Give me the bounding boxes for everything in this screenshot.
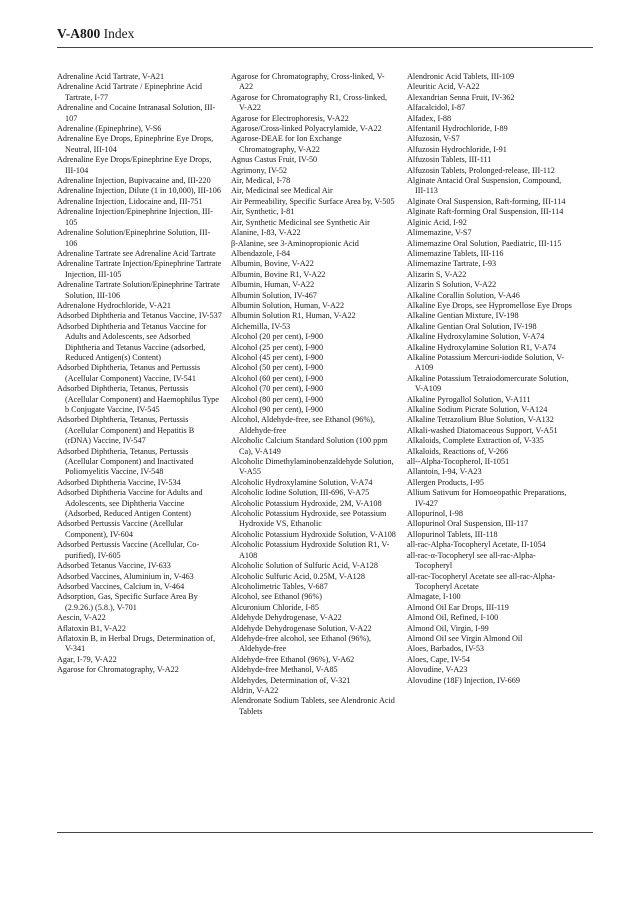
index-entry: Albumin, Bovine, V-A22 [231, 259, 314, 269]
index-entry: Adsorbed Vaccines, Calcium in, V-464 [57, 581, 185, 591]
index-entry: Alkaline Gentian Oral Solution, IV-198 [407, 321, 537, 331]
index-entry: Alcohol (50 per cent), I-900 [231, 363, 324, 373]
index-entry: Alkaline Tetrazolium Blue Solution, V-A132 [407, 415, 554, 425]
index-entry: Adsorbed Pertussis Vaccine (Acellular Component), IV-604 [57, 519, 184, 539]
index-entry: Aldehyde-free alcohol, see Ethanol (96%), Aldehyde-free [231, 633, 372, 654]
index-entry: Adrenaline Solution/Epinephrine Solution, III-106 [57, 228, 211, 248]
index-entry: Air Permeability, Specific Surface Area by, V-505 [231, 196, 395, 206]
index-entry: Alkaline Eye Drops, see Hypromellose Eye Drops [407, 300, 572, 310]
index-entry: all--Alpha-Tocopherol, II-1051 [407, 457, 510, 467]
index-entry: Agnus Castus Fruit, IV-50 [231, 155, 318, 165]
index-entry: Agarose for Chromatography, V-A22 [57, 665, 179, 675]
index-entry: Adrenaline Eye Drops/Epinephrine Eye Drops, III-104 [57, 155, 212, 175]
index-entry: Adsorbed Diphtheria, Tetanus, Pertussis (Acellular Component) and Haemophilus Type b Conjugate Vaccine, IV-545 [57, 384, 219, 414]
index-entry: Alcoholic Dimethylaminobenzaldehyde Solution, V-A55 [231, 457, 394, 477]
index-entry: Alfuzosin Hydrochloride, I-91 [407, 144, 507, 154]
index-entry: Alimemazine Tablets, III-116 [407, 248, 504, 258]
index-entry: Almagate, I-100 [407, 592, 461, 602]
index-entry: Allopurinol, I-98 [407, 509, 463, 519]
index-entry: Alizarin S Solution, V-A22 [407, 280, 497, 290]
index-entry: Alcohol (25 per cent), I-900 [231, 342, 324, 352]
index-entry: Alfadex, I-88 [407, 113, 452, 123]
index-entry: Alcoholic Potassium Hydroxide, see Potassium Hydroxide VS, Ethanolic [231, 509, 387, 529]
index-entry: Alkaline Sodium Picrate Solution, V-A124 [407, 405, 548, 414]
index-entry: Adsorbed Pertussis Vaccine (Acellular, Co-purified), IV-605 [57, 540, 200, 560]
index-entry: Albendazole, I-84 [231, 248, 291, 258]
index-entry: Agrimony, IV-52 [231, 165, 288, 175]
index-entry: Alcoholic Iodine Solution, III-696, V-A75 [231, 488, 370, 498]
index-column-1 [57, 72, 222, 676]
index-entry: Adsorbed Vaccines, Aluminium in, V-463 [57, 571, 194, 581]
index-entry: Almond Oil Ear Drops, III-119 [407, 602, 509, 612]
index-entry: Air, Medicinal see Medical Air [231, 186, 333, 196]
index-entry: Adrenaline Injection, Dilute (1 in 10,000), III-106 [57, 186, 221, 196]
index-entry: Agarose/Cross-linked Polyacrylamide, V-A22 [231, 124, 382, 134]
index-entry: Alcohol (45 per cent), I-900 [231, 352, 324, 362]
index-entry: Adrenalone Hydrochloride, V-A21 [57, 300, 171, 310]
index-entry: β-Alanine, see 3-Aminopropionic Acid [231, 238, 359, 248]
index-entry: Alendronic Acid Tablets, III-109 [407, 72, 515, 81]
index-entry: Allantoin, I-94, V-A23 [407, 467, 482, 477]
index-entry: Almond Oil, Refined, I-100 [407, 613, 499, 623]
index-entry: Alkaline Potassium Mercuri-iodide Solution, V-A109 [407, 352, 565, 373]
index-entry: Adrenaline Acid Tartrate, V-A21 [57, 72, 165, 81]
index-entry: Adrenaline Tartrate Injection/Epinephrine Tartrate Injection, III-105 [57, 259, 222, 279]
index-entry: Adrenaline Injection, Lidocaine and, III-751 [57, 196, 203, 206]
index-entry: Agarose for Chromatography, Cross-linked, V-A22 [231, 72, 385, 92]
index-entry: Albumin, Bovine R1, V-A22 [231, 269, 326, 279]
index-entry: Aleuritic Acid, V-A22 [407, 82, 480, 92]
index-entry: Alkaline Gentian Mixture, IV-198 [407, 311, 519, 321]
index-entry: Aescin, V-A22 [57, 613, 106, 623]
index-entry: Adrenaline (Epinephrine), V-S6 [57, 124, 162, 134]
index-entry: Alanine, I-83, V-A22 [231, 228, 301, 238]
index-entry: Alginate Raft-forming Oral Suspension, III-114 [407, 207, 564, 217]
index-entry: all-rac-Tocopheryl Acetate see all-rac-Alpha-Tocopheryl Acetate [407, 571, 556, 591]
index-entry: Albumin Solution, Human, V-A22 [231, 300, 345, 310]
index-entry: Aldehydes, Determination of, V-321 [231, 675, 351, 685]
index-entry: Alcoholic Sulfuric Acid, 0.25M, V-A128 [231, 571, 365, 581]
index-entry: Almond Oil see Virgin Almond Oil [407, 633, 523, 643]
page-number: V-A800 [57, 26, 101, 41]
index-entry: Aldehyde-free Methanol, V-A85 [231, 665, 338, 675]
index-entry: Alkaline Potassium Tetraiodomercurate Solution, V-A109 [407, 373, 569, 394]
index-entry: Alcohol, see Ethanol (96%) [231, 592, 322, 602]
index-entry: Aflatoxin B, in Herbal Drugs, Determination of, V-341 [57, 633, 216, 654]
index-entry: Alkaloids, Reactions of, V-266 [407, 446, 509, 456]
index-entry: Alkaline Hydroxylamine Solution, V-A74 [407, 332, 545, 342]
index-entry: Allopurinol Oral Suspension, III-117 [407, 519, 529, 529]
index-entry: Alcoholic Calcium Standard Solution (100 ppm Ca), V-A149 [231, 436, 388, 456]
index-entry: Aldehyde Dehydrogenase Solution, V-A22 [231, 623, 372, 633]
index-entry: Aflatoxin B1, V-A22 [57, 623, 126, 633]
index-entry: Alovudine, V-A23 [407, 665, 468, 675]
index-entry: Adrenaline Tartrate Solution/Epinephrine Tartrate Solution, III-106 [57, 280, 220, 300]
index-entry: Adsorbed Diphtheria, Tetanus and Pertussis (Acellular Component) Vaccine, IV-541 [57, 363, 201, 383]
index-entry: Alkaloids, Complete Extraction of, V-335 [407, 436, 544, 446]
index-entry: Adsorbed Tetanus Vaccine, IV-633 [57, 561, 171, 571]
index-entry: Agarose for Electrophoresis, V-A22 [231, 113, 349, 123]
index-entry: Alkaline Corallin Solution, V-A46 [407, 290, 520, 300]
index-entry: Agar, I-79, V-A22 [57, 654, 117, 664]
index-entry: Alcohol (90 per cent), I-900 [231, 405, 324, 414]
index-entry: Alchemilla, IV-53 [231, 321, 291, 331]
index-entry: all-rac-Alpha-Tocopheryl Acetate, II-1054 [407, 540, 546, 550]
index-entry: Alkaline Pyrogallol Solution, V-A111 [407, 394, 531, 404]
index-entry: Adsorbed Diphtheria Vaccine for Adults and Adolescents, see Diphtheria Vaccine (Adsorbed, Reduced Antigen Content) [57, 488, 203, 519]
index-entry: Aldehyde Dehydrogenase, V-A22 [231, 613, 342, 623]
index-entry: Alcoholic Potassium Hydroxide Solution, V-A108 [231, 529, 396, 539]
index-entry: Adsorbed Diphtheria, Tetanus, Pertussis (Acellular Component) and Inactivated Poliomyelitis Vaccine, IV-548 [57, 446, 194, 477]
index-entry: Alimemazine Oral Solution, Paediatric, III-115 [407, 238, 562, 248]
index-entry: Air, Synthetic Medicinal see Synthetic Air [231, 217, 370, 227]
index-entry: Allopurinol Tablets, III-118 [407, 529, 498, 539]
index-column-3 [407, 72, 572, 686]
index-entry: Albumin, Human, V-A22 [231, 280, 315, 290]
index-entry: Adrenaline Tartrate see Adrenaline Acid Tartrate [57, 248, 216, 258]
index-entry: Alcoholimetric Tables, V-687 [231, 581, 328, 591]
index-entry: Alcoholic Potassium Hydroxide Solution R1, V-A108 [231, 540, 390, 560]
index-entry: Albumin Solution, IV-467 [231, 290, 317, 300]
index-entry: Aldrin, V-A22 [231, 685, 279, 695]
index-entry: Alcoholic Solution of Sulfuric Acid, V-A128 [231, 561, 378, 571]
index-entry: Alcoholic Potassium Hydroxide, 2M, V-A108 [231, 498, 382, 508]
index-entry: Alcoholic Hydroxylamine Solution, V-A74 [231, 477, 373, 487]
index-entry: Adsorbed Diphtheria and Tetanus Vaccine for Adults and Adolescents, see Adsorbed Diphtheria and Tetanus Vaccine (adsorbed, Reduced Antigen(s) Content) [57, 321, 207, 362]
index-entry: Adrenaline Injection, Bupivacaine and, III-220 [57, 176, 211, 186]
index-entry: Adrenaline Acid Tartrate / Epinephrine Acid Tartrate, I-77 [57, 82, 203, 102]
index-entry: Adsorbed Diphtheria Vaccine, IV-534 [57, 477, 181, 487]
page-header [57, 26, 593, 46]
index-column-2 [231, 72, 396, 717]
index-entry: Alcuronium Chloride, I-85 [231, 602, 319, 612]
index-entry: Alkaline Hydroxylamine Solution R1, V-A74 [407, 342, 556, 352]
index-entry: Aloes, Barbados, IV-53 [407, 644, 485, 654]
index-entry: Alfuzosin, V-S7 [407, 134, 460, 144]
footer-rule [57, 832, 593, 833]
header-rule [57, 47, 593, 48]
index-entry: all-rac-α-Tocopheryl see all-rac-Alpha-Tocopheryl [407, 550, 536, 571]
index-entry: Air, Medical, I-78 [231, 176, 291, 186]
index-entry: Alovudine (18F) Injection, IV-669 [407, 675, 520, 685]
index-entry: Air, Synthetic, I-81 [231, 207, 295, 217]
index-entry: Alimemazine, V-S7 [407, 228, 472, 238]
index-entry: Alfacalcidol, I-87 [407, 103, 466, 113]
index-entry: Alcohol (80 per cent), I-900 [231, 394, 324, 404]
index-entry: Alimemazine Tartrate, I-93 [407, 259, 497, 269]
index-entry: Alizarin S, V-A22 [407, 269, 467, 279]
index-entry: Allium Sativum for Homoeopathic Preparations, IV-427 [407, 488, 567, 508]
index-entry: Agarose for Chromatography R1, Cross-linked, V-A22 [231, 92, 387, 113]
index-entry: Alfentanil Hydrochloride, I-89 [407, 124, 508, 134]
index-entry: Almond Oil, Virgin, I-99 [407, 623, 489, 633]
page-title: Index [103, 26, 135, 41]
index-entry: Allergen Products, I-95 [407, 477, 484, 487]
index-entry: Albumin Solution R1, Human, V-A22 [231, 311, 356, 321]
index-entry: Alginate Oral Suspension, Raft-forming, III-114 [407, 196, 566, 206]
index-entry: Alfuzosin Tablets, Prolonged-release, III-112 [407, 165, 555, 175]
index-entry: Adsorbed Diphtheria, Tetanus, Pertussis (Acellular Component) and Hepatitis B (rDNA) Vaccine, IV-547 [57, 415, 195, 446]
index-entry: Alcohol, Aldehyde-free, see Ethanol (96%), Aldehyde-free [231, 415, 375, 435]
index-entry: Adrenaline Injection/Epinephrine Injection, III-105 [57, 207, 213, 227]
index-entry: Alexandrian Senna Fruit, IV-362 [407, 92, 515, 102]
index-entry: Aldehyde-free Ethanol (96%), V-A62 [231, 654, 355, 664]
index-entry: Alendronate Sodium Tablets, see Alendronic Acid Tablets [231, 696, 395, 716]
index-entry: Aloes, Cape, IV-54 [407, 654, 470, 664]
index-entry: Alcohol (60 per cent), I-900 [231, 373, 324, 383]
index-entry: Adrenaline Eye Drops, Epinephrine Eye Drops, Neutral, III-104 [57, 134, 214, 154]
index-entry: Adsorption, Gas, Specific Surface Area By (2.9.26.) (5.8.), V-701 [57, 592, 198, 612]
index-entry: Adrenaline and Cocaine Intranasal Solution, III-107 [57, 103, 216, 123]
index-entry: Alginic Acid, I-92 [407, 217, 467, 227]
index-entry: Alfuzosin Tablets, III-111 [407, 155, 492, 165]
index-entry: Alginate Antacid Oral Suspension, Compound, III-113 [407, 176, 562, 196]
index-entry: Alcohol (70 per cent), I-900 [231, 384, 324, 394]
index-entry: Alcohol (20 per cent), I-900 [231, 332, 324, 342]
index-entry: Adsorbed Diphtheria and Tetanus Vaccine, IV-537 [57, 311, 222, 321]
index-entry: Agarose-DEAE for Ion Exchange Chromatography, V-A22 [231, 134, 342, 154]
index-entry: Alkali-washed Diatomaceous Support, V-A51 [407, 425, 558, 435]
